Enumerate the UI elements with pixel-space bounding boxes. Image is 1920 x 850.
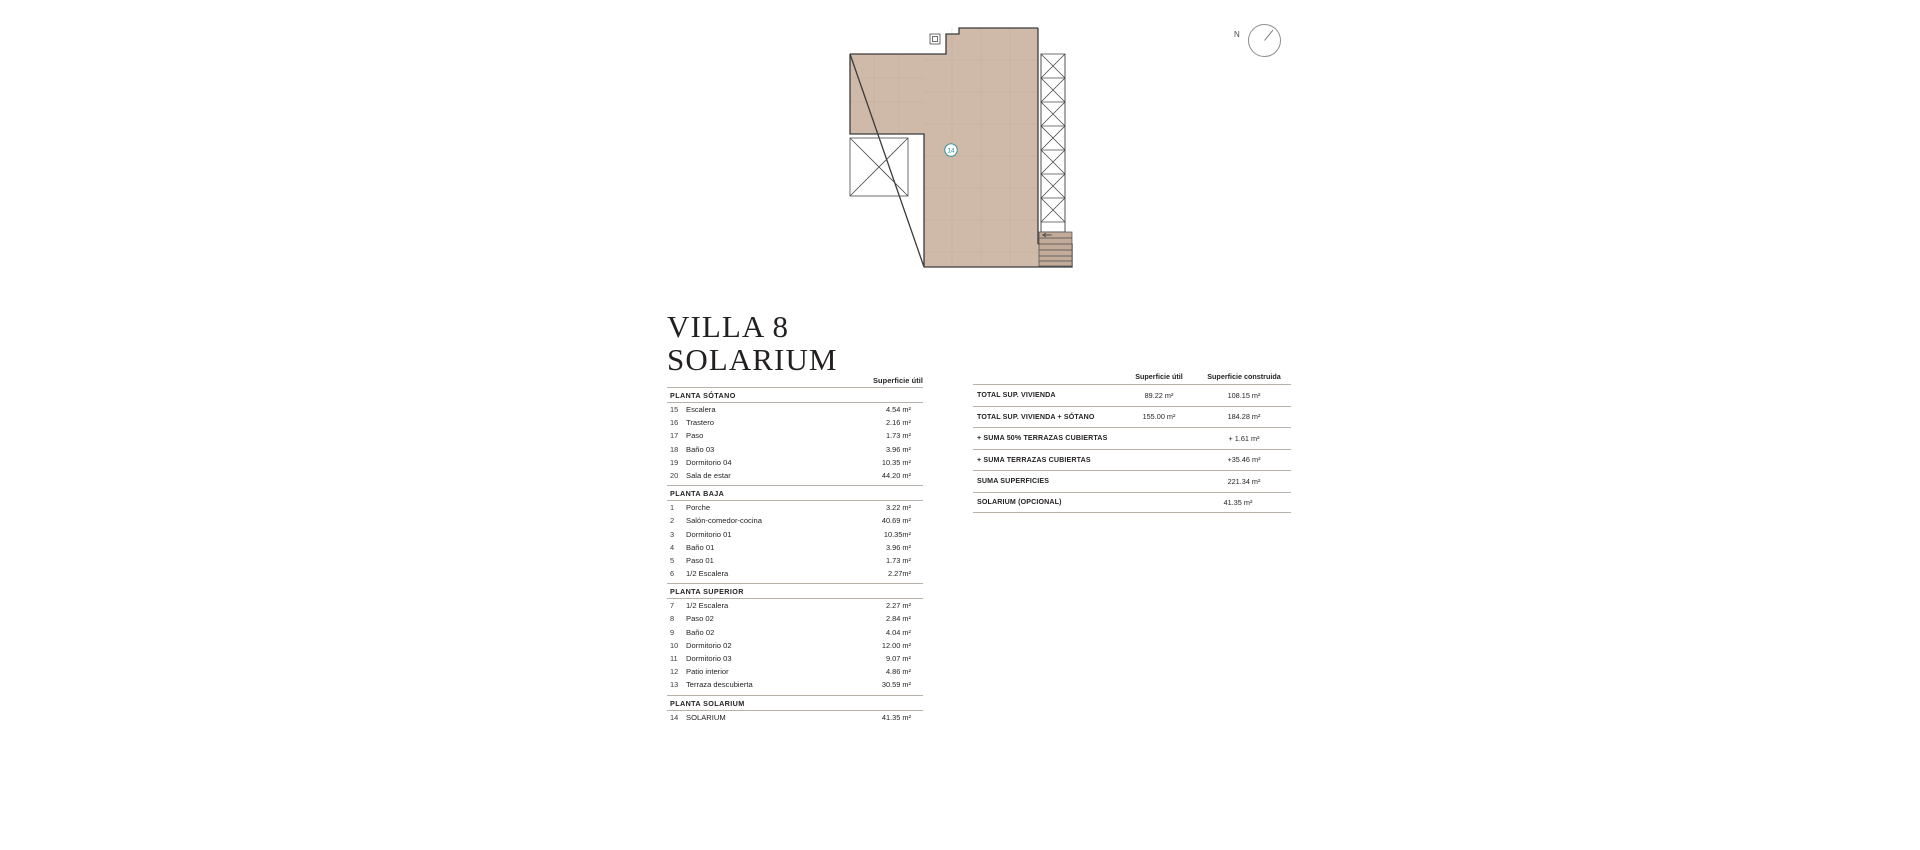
row-number: 11 xyxy=(670,654,678,663)
row-label: TOTAL SUP. VIVIENDA xyxy=(977,391,1056,400)
table-row xyxy=(973,427,1291,449)
row-number: 18 xyxy=(670,444,679,454)
row-name: Patio interior xyxy=(686,667,729,677)
row-label: TOTAL SUP. VIVIENDA + SÓTANO xyxy=(977,412,1095,421)
schedule-group-basement xyxy=(667,387,923,486)
row-name: Dormitorio 04 xyxy=(686,457,732,467)
row-area: 2.27 m² xyxy=(885,601,911,611)
table-row xyxy=(667,503,923,516)
table-row xyxy=(973,492,1291,514)
table-row xyxy=(667,556,923,569)
table-row xyxy=(667,628,923,641)
row-number: 12 xyxy=(670,667,679,677)
group-title: PLANTA SÓTANO xyxy=(667,387,923,403)
row-area: 4.86 m² xyxy=(885,667,911,677)
row-area: 3.22 m² xyxy=(885,503,911,513)
row-number: 8 xyxy=(670,614,675,624)
schedule-header-util: Superficie útil xyxy=(873,376,923,385)
totals-header-row xyxy=(973,372,1291,384)
table-row xyxy=(667,458,923,471)
row-number: 15 xyxy=(670,405,679,414)
schedule-group-ground-floor xyxy=(667,486,923,584)
compass xyxy=(1234,22,1294,70)
row-area: 4.04 m² xyxy=(885,627,911,637)
row-construida: 41.35 m² xyxy=(1223,497,1253,507)
row-name: 1/2 Escalera xyxy=(686,569,729,579)
row-area: 4.54 m² xyxy=(885,405,911,414)
row-name: Paso 01 xyxy=(686,555,714,565)
totals-header-util: Superficie útil xyxy=(1135,372,1183,381)
page-title-line-2: SOLARIUM xyxy=(667,342,838,378)
plan-stair-block-left xyxy=(850,138,908,196)
table-row xyxy=(667,667,923,680)
table-row xyxy=(667,418,923,431)
row-area: 2.84 m² xyxy=(885,614,911,624)
row-util: 155.00 m² xyxy=(1142,412,1176,422)
table-row xyxy=(667,431,923,444)
table-row xyxy=(973,449,1291,471)
row-name: Terraza descubierta xyxy=(686,680,753,690)
table-row xyxy=(667,713,923,726)
row-area: 10.35m² xyxy=(883,529,911,539)
row-area: 12.00 m² xyxy=(881,640,911,650)
row-number: 6 xyxy=(670,569,675,579)
row-label: + SUMA 50% TERRAZAS CUBIERTAS xyxy=(977,434,1108,443)
table-row xyxy=(667,614,923,627)
row-label: SUMA SUPERFICIES xyxy=(977,477,1050,486)
row-util: 89.22 m² xyxy=(1144,390,1174,400)
row-number: 2 xyxy=(670,516,675,526)
schedule-group-upper-floor xyxy=(667,584,923,695)
row-number: 7 xyxy=(670,601,675,611)
floor-plan-drawing xyxy=(820,20,1180,305)
row-number: 1 xyxy=(670,503,675,513)
plan-pergola-strip xyxy=(1041,54,1065,232)
row-name: Baño 03 xyxy=(686,444,715,454)
schedule-group-solarium xyxy=(667,696,923,726)
group-title: PLANTA SUPERIOR xyxy=(667,584,923,599)
row-area: 3.96 m² xyxy=(885,542,911,552)
row-number: 19 xyxy=(670,457,679,467)
row-area: 3.96 m² xyxy=(885,444,911,454)
table-row xyxy=(667,405,923,418)
plan-room-marker-label: 14 xyxy=(947,147,955,155)
plan-room-marker xyxy=(945,144,957,156)
row-area: 2.16 m² xyxy=(885,418,911,428)
row-label: + SUMA TERRAZAS CUBIERTAS xyxy=(977,455,1091,464)
table-row xyxy=(973,406,1291,428)
table-row xyxy=(667,543,923,556)
row-number: 20 xyxy=(670,470,679,480)
row-number: 17 xyxy=(670,431,679,441)
row-area: 10.35 m² xyxy=(881,457,911,467)
row-area: 41.35 m² xyxy=(881,712,911,722)
row-name: Salón-comedor-cocina xyxy=(686,516,762,526)
row-construida: 221.34 m² xyxy=(1227,476,1261,486)
row-number: 4 xyxy=(670,542,675,552)
page-title-line-1: VILLA 8 xyxy=(667,309,790,344)
table-row xyxy=(667,445,923,458)
plan-stair-run xyxy=(1039,232,1072,266)
compass-north-label: N xyxy=(1234,30,1241,39)
table-row xyxy=(973,384,1291,406)
table-row xyxy=(667,680,923,693)
table-row xyxy=(667,516,923,529)
compass-needle-icon xyxy=(1248,24,1281,57)
plan-slab xyxy=(850,28,1072,267)
row-name: Escalera xyxy=(686,405,716,414)
row-area: 9.07 m² xyxy=(885,654,911,663)
table-row xyxy=(973,470,1291,492)
table-row xyxy=(667,530,923,543)
table-row xyxy=(667,641,923,654)
row-area: 1.73 m² xyxy=(885,431,911,441)
row-name: Paso xyxy=(686,431,704,441)
totals-header-construida: Superficie construida xyxy=(1207,372,1281,381)
row-name: Baño 01 xyxy=(686,542,715,552)
totals-table xyxy=(973,372,1291,513)
table-row xyxy=(667,654,923,667)
plan-svg xyxy=(820,20,1180,305)
plan-hatch-box xyxy=(930,34,940,44)
row-number: 16 xyxy=(670,418,679,428)
row-name: Paso 02 xyxy=(686,614,714,624)
row-construida: + 1.61 m² xyxy=(1228,433,1260,443)
row-name: Porche xyxy=(686,503,711,513)
schedule-header-row xyxy=(667,376,923,387)
area-schedule-table xyxy=(667,376,923,726)
row-area: 2.27m² xyxy=(887,569,911,579)
row-number: 13 xyxy=(670,680,679,690)
group-title: PLANTA SOLARIUM xyxy=(667,696,923,711)
table-row xyxy=(667,601,923,614)
group-title: PLANTA BAJA xyxy=(667,486,923,501)
row-area: 30.59 m² xyxy=(881,680,911,690)
row-area: 1.73 m² xyxy=(885,555,911,565)
row-area: 44.20 m² xyxy=(881,470,911,480)
table-row xyxy=(667,569,923,582)
row-name: Trastero xyxy=(686,418,714,428)
page-title xyxy=(667,310,838,377)
row-name: 1/2 Escalera xyxy=(686,601,729,611)
row-name: Baño 02 xyxy=(686,627,715,637)
table-row xyxy=(667,471,923,484)
row-name: Dormitorio 01 xyxy=(686,529,732,539)
row-number: 5 xyxy=(670,555,675,565)
row-number: 9 xyxy=(670,627,675,637)
row-name: Dormitorio 03 xyxy=(686,654,732,663)
row-construida: 184.28 m² xyxy=(1227,412,1261,422)
row-construida: 108.15 m² xyxy=(1227,390,1261,400)
row-number: 3 xyxy=(670,529,675,539)
row-area: 40.69 m² xyxy=(881,516,911,526)
row-name: Sala de estar xyxy=(686,470,731,480)
row-name: SOLARIUM xyxy=(686,712,726,722)
row-number: 14 xyxy=(670,712,679,722)
row-name: Dormitorio 02 xyxy=(686,640,732,650)
row-label: SOLARIUM (OPCIONAL) xyxy=(977,498,1062,507)
row-construida: +35.46 m² xyxy=(1227,455,1261,465)
row-number: 10 xyxy=(670,640,679,650)
